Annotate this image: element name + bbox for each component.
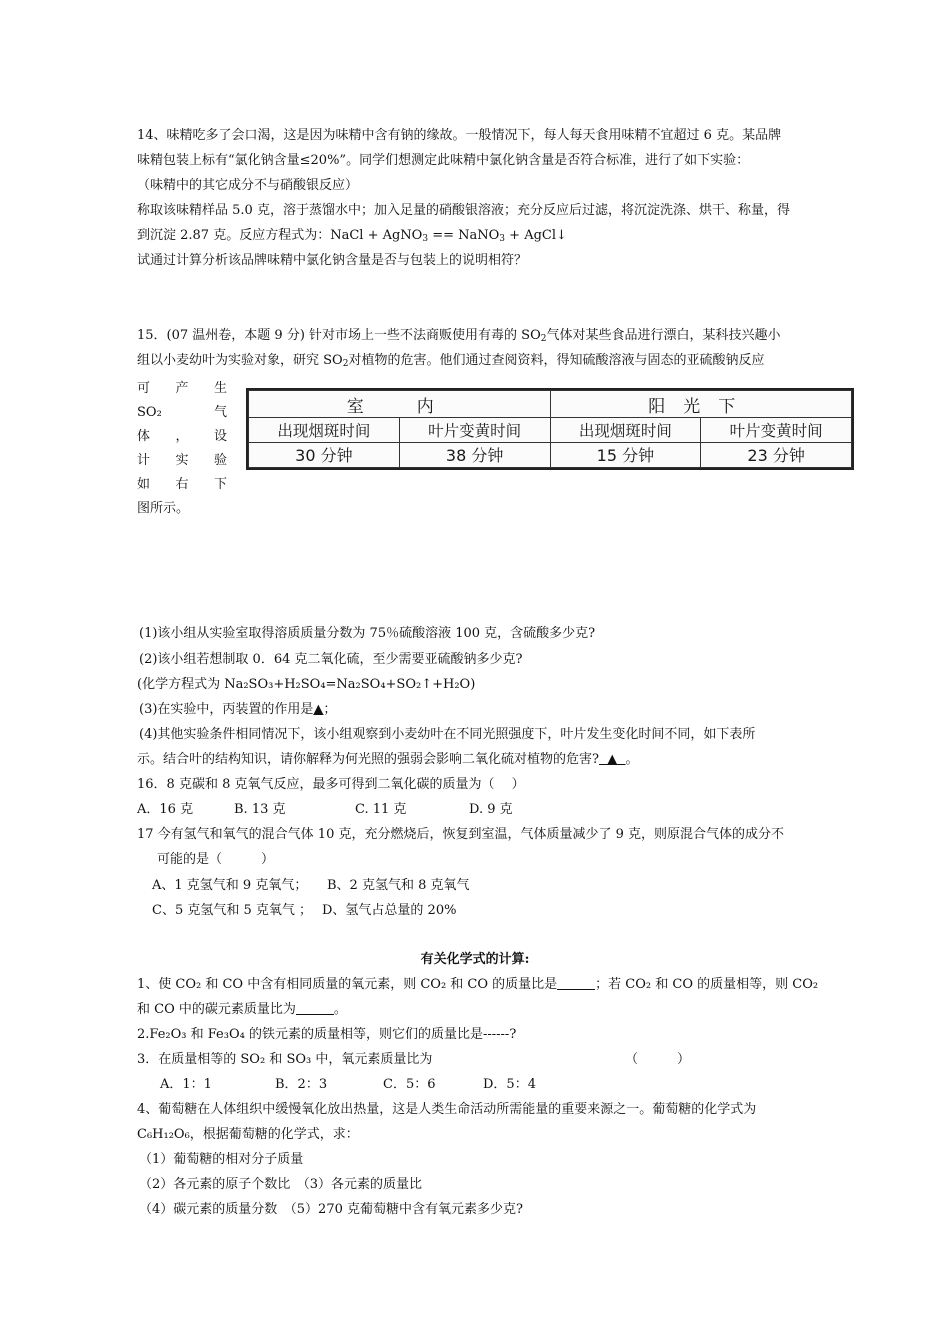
section-title: 有关化学式的计算: — [420, 952, 530, 967]
side-char: 生 — [213, 381, 227, 396]
section-q3-option-b: B．2：3 — [275, 1077, 328, 1092]
side-char: 计 — [137, 453, 151, 468]
q14-line1: 14、味精吃多了会口渴，这是因为味精中含有钠的缘故。一般情况下，每人每天食用味精不宜超过 6 克。某品牌 — [137, 128, 782, 143]
table-cell: 38 分钟 — [399, 442, 550, 467]
table-header-sunlight: 阳光下 — [550, 391, 852, 418]
table-subheader: 叶片变黄时间 — [399, 418, 550, 442]
section-q4-line2: C₆H₁₂O₆，根据葡萄糖的化学式，求： — [137, 1127, 359, 1142]
q14-line2: 味精包装上标有“氯化钠含量≤20%”。同学们想测定此味精中氯化钠含量是否符合标准，进行了如下实验： — [137, 153, 750, 168]
q14-line6: 试通过计算分析该品牌味精中氯化钠含量是否与包装上的说明相符？ — [137, 253, 528, 268]
q17-stem-line2: 可能的是（ ） — [157, 852, 275, 867]
q17-stem-line1: 17 今有氢气和氧气的混合气体 10 克，充分燃烧后，恢复到室温，气体质量减少了 9 克，则原混合气体的成分不 — [137, 827, 785, 842]
q17-option-a: A、1 克氢气和 9 克氧气； — [152, 878, 308, 893]
answer-blank-triangle: ▲ — [313, 702, 324, 717]
side-char: 体 — [137, 429, 151, 444]
q16-stem: 16．8 克碳和 8 克氧气反应，最多可得到二氧化碳的质量为（ ） — [137, 777, 525, 792]
section-q3-stem: 3．在质量相等的 SO₂ 和 SO₃ 中，氧元素质量比为 — [137, 1052, 433, 1067]
side-char: 图所示。 — [137, 501, 190, 516]
q17-option-b: B、2 克氢气和 8 克氧气 — [327, 878, 470, 893]
section-q2: 2.Fe₂O₃ 和 Fe₃O₄ 的铁元素的质量相等，则它们的质量比是------? — [137, 1027, 517, 1042]
answer-blank-triangle: ▲ — [598, 752, 626, 767]
table-subheader: 出现烟斑时间 — [550, 418, 701, 442]
q14-line5b: == NaNO — [428, 228, 500, 243]
q16-option-c: C. 11 克 — [355, 802, 407, 817]
section-q3-paren: （ ） — [625, 1052, 691, 1067]
q15-line1a: 15．(07 温州卷，本题 9 分) 针对市场上一些不法商贩使用有毒的 SO — [137, 328, 541, 343]
side-char: 下 — [213, 477, 227, 492]
section-q1-text: 1、使 CO₂ 和 CO 中含有相同质量的氧元素，则 CO₂ 和 CO 的质量比是 — [137, 977, 558, 992]
q15-part4-line1: (4)其他实验条件相同情况下，该小组观察到小麦幼叶在不同光照强度下，叶片发生变化时间不同，如下表所 — [139, 727, 756, 742]
side-char: 设 — [213, 429, 227, 444]
section-q4-part2: （2）各元素的原子个数比 （3）各元素的质量比 — [139, 1177, 423, 1192]
q17-option-c: C、5 克氢气和 5 克氧气 ； — [152, 903, 313, 918]
side-char: 产 — [175, 381, 189, 396]
side-char: 右 — [175, 477, 189, 492]
q16-option-a: A．16 克 — [137, 802, 194, 817]
side-char: SO₂ — [137, 405, 162, 420]
q15-part3-end: ； — [323, 702, 337, 717]
answer-blank — [296, 1000, 334, 1015]
q15-equation: (化学方程式为 Na₂SO₃+H₂SO₄=Na₂SO₄+SO₂↑+H₂O) — [137, 677, 476, 692]
q15-line2b: 对植物的危害。他们通过查阅资料，得知硫酸溶液与固态的亚硫酸钠反应 — [348, 353, 765, 368]
side-char: 气 — [213, 405, 227, 420]
q16-option-d: D. 9 克 — [469, 802, 513, 817]
answer-blank — [557, 975, 595, 990]
q15-part4-end: 。 — [625, 752, 639, 767]
q17-option-d: D、氢气占总量的 20% — [322, 903, 457, 918]
section-q1-text2: ；若 CO₂ 和 CO 的质量相等，则 CO₂ — [595, 977, 819, 992]
section-q1-end: 。 — [333, 1002, 347, 1017]
q15-side-column — [137, 377, 227, 521]
table-subheader: 叶片变黄时间 — [701, 418, 852, 442]
q15-part2: (2)该小组若想制取 0．64 克二氧化硫，至少需要亚硫酸钠多少克? — [139, 652, 523, 667]
table-cell: 15 分钟 — [550, 442, 701, 467]
q15-part4-line2 — [137, 750, 639, 770]
table-subheader: 出现烟斑时间 — [249, 418, 400, 442]
q14-line4: 称取该味精样品 5.0 克，溶于蒸馏水中；加入足量的硝酸银溶液；充分反应后过滤，将沉淀洗涤、烘干、称量，得 — [137, 203, 790, 218]
section-q4-part1: （1）葡萄糖的相对分子质量 — [139, 1152, 304, 1167]
side-char: 验 — [213, 453, 227, 468]
section-q4-line1: 4、葡萄糖在人体组织中缓慢氧化放出热量，这是人类生命活动所需能量的重要来源之一。葡萄糖的化学式为 — [137, 1102, 757, 1117]
q14-line5c: + AgCl↓ — [505, 228, 567, 243]
q15-line2a: 组以小麦幼叶为实验对象，研究 SO — [137, 353, 343, 368]
side-char: ， — [175, 429, 189, 444]
experiment-results-table — [246, 388, 854, 470]
q14-line5: 到沉淀 2.87 克。反应方程式为：NaCl + AgNO$_3$ == NaNO$_3$ + AgCl↓ — [137, 228, 567, 244]
table-header-indoor: 室 内 — [249, 391, 551, 418]
q15-part3 — [139, 700, 336, 720]
q15-line1b: 气体对某些食品进行漂白，某科技兴趣小 — [546, 328, 781, 343]
q15-part1: (1)该小组从实验室取得溶质质量分数为 75％硫酸溶液 100 克，含硫酸多少克? — [139, 626, 596, 641]
q15-part3-text: (3)在实验中，丙装置的作用是 — [139, 702, 314, 717]
side-char: 实 — [175, 453, 189, 468]
table-cell: 23 分钟 — [701, 442, 852, 467]
section-q1-line2 — [137, 1000, 347, 1020]
section-q3-option-c: C．5：6 — [383, 1077, 436, 1092]
side-char: 如 — [137, 477, 151, 492]
section-q1-text3: 和 CO 中的碳元素质量比为 — [137, 1002, 296, 1017]
side-char: 可 — [137, 381, 151, 396]
q15-line1: 15．(07 温州卷，本题 9 分) 针对市场上一些不法商贩使用有毒的 $SO_2$气体对某些食品进行漂白，某科技兴趣小 — [137, 328, 781, 344]
q16-option-b: B. 13 克 — [234, 802, 286, 817]
section-q3-option-a: A．1：1 — [160, 1077, 212, 1092]
q15-line2: 组以小麦幼叶为实验对象，研究 $SO_2$对植物的危害。他们通过查阅资料，得知硫酸溶液与固态的亚硫酸钠反应 — [137, 353, 765, 369]
q14-line5a: 到沉淀 2.87 克。反应方程式为：NaCl + AgNO — [137, 228, 423, 243]
q15-part4-text: 示。结合叶的结构知识，请你解释为何光照的强弱会影响二氧化硫对植物的危害? — [137, 752, 599, 767]
section-q1-line1 — [137, 975, 818, 995]
q14-line3: （味精中的其它成分不与硝酸银反应） — [137, 178, 359, 193]
section-q4-part3: （4）碳元素的质量分数 （5）270 克葡萄糖中含有氧元素多少克? — [139, 1202, 523, 1217]
table-cell: 30 分钟 — [249, 442, 400, 467]
section-q3-option-d: D．5：4 — [483, 1077, 536, 1092]
